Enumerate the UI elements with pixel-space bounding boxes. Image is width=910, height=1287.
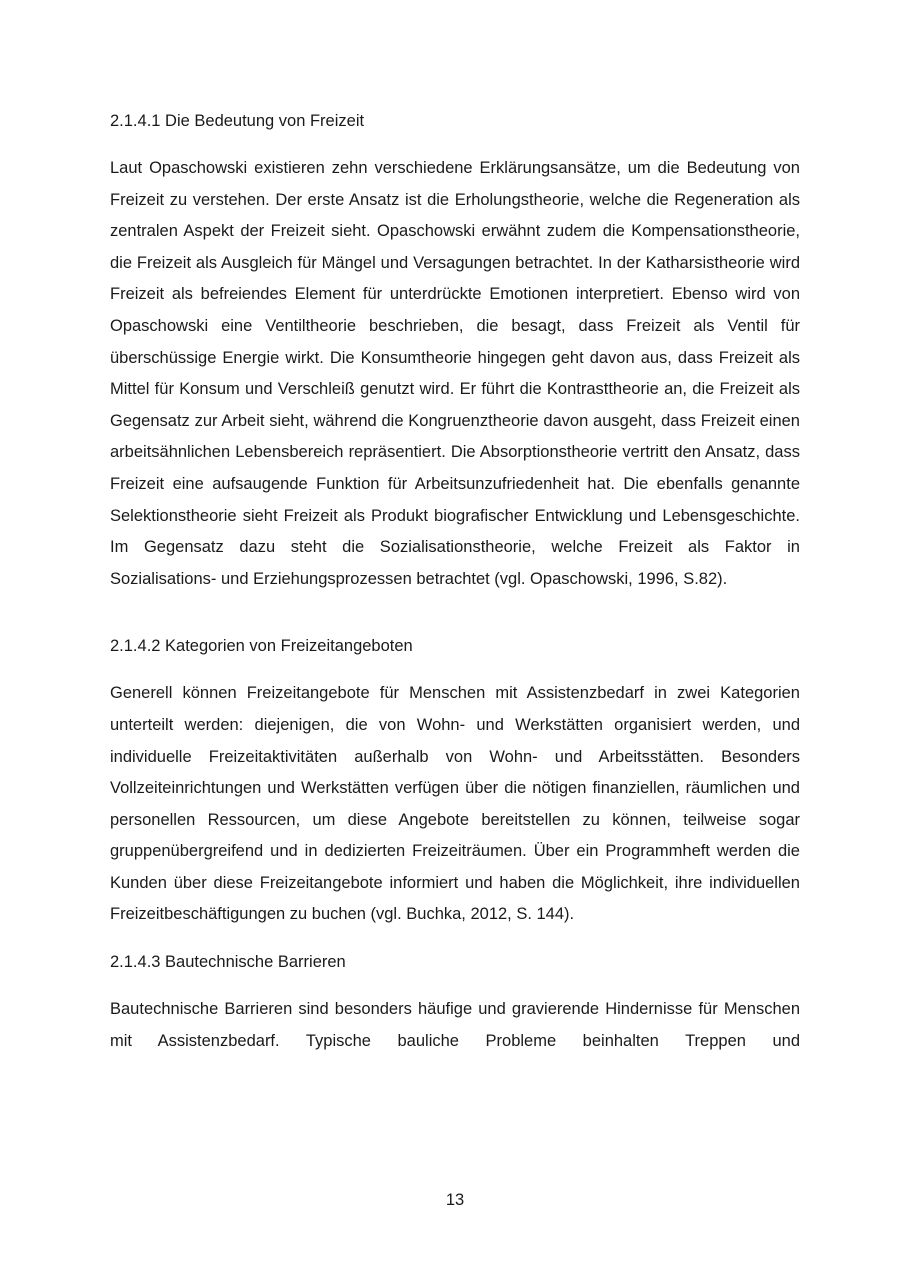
- section-heading-kategorien-von-freizeitangeboten: 2.1.4.2 Kategorien von Freizeitangeboten: [110, 637, 413, 656]
- page-content: [110, 108, 800, 1057]
- paragraph-bautechnische-barrieren: Bautechnische Barrieren sind besonders häufige und gravierende Hindernisse für Menschen mit Assistenzbedarf. Typische bauliche Probleme beinhalten Treppen und: [110, 1000, 800, 1050]
- page-number: 13: [445, 1191, 465, 1209]
- section-heading-bautechnische-barrieren: 2.1.4.3 Bautechnische Barrieren: [110, 953, 346, 972]
- paragraph-kategorien-von-freizeitangeboten: Generell können Freizeitangebote für Menschen mit Assistenzbedarf in zwei Kategorien unterteilt werden: diejenigen, die von Wohn- und Werkstätten organisiert werden, und individuelle Freizeitaktivitäten außerhalb von Wohn- und Arbeitsstätten. Besonders Vollzeiteinrichtungen und Werkstätten verfügen über die nötigen finanziellen, räumlichen und personellen Ressourcen, um diese Angebote bereitstellen zu können, teilweise sogar gruppenübergreifend und in dedizierten Freizeiträumen. Über ein Programmheft werden die Kunden über diese Freizeitangebote informiert und haben die Möglichkeit, ihre individuellen Freizeitbeschäftigungen zu buchen (vgl. Buchka, 2012, S. 144).: [110, 684, 800, 924]
- section-heading-bedeutung-von-freizeit: 2.1.4.1 Die Bedeutung von Freizeit: [110, 112, 365, 130]
- paragraph-bedeutung-von-freizeit: Laut Opaschowski existieren zehn verschiedene Erklärungsansätze, um die Bedeutung von Freizeit zu verstehen. Der erste Ansatz ist die Erholungstheorie, welche die Regeneration als zentralen Aspekt der Freizeit sieht. Opaschowski erwähnt zudem die Kompensationstheorie, die Freizeit als Ausgleich für Mängel und Versagungen betrachtet. In der Katharsistheorie wird Freizeit als befreiendes Element für unterdrückte Emotionen interpretiert. Ebenso wird von Opaschowski eine Ventiltheorie beschrieben, die besagt, dass Freizeit als Ventil für überschüssige Energie wirkt. Die Konsumtheorie hingegen geht davon aus, dass Freizeit als Mittel für Konsum und Verschleiß genutzt wird. Er führt die Kontrasttheorie an, die Freizeit als Gegensatz zur Arbeit sieht, während die Kongruenztheorie davon ausgeht, dass Freizeit einen arbeitsähnlichen Lebensbereich repräsentiert. Die Absorptionstheorie vertritt den Ansatz, dass Freizeit eine aufsaugende Funktion für Arbeitsunzufriedenheit hat. Die ebenfalls genannte Selektionstheorie sieht Freizeit als Produkt biografischer Entwicklung und Lebensgeschichte. Im Gegensatz dazu steht die Sozialisationstheorie, welche Freizeit als Faktor in Sozialisations- und Erziehungsprozessen betrachtet (vgl. Opaschowski, 1996, S.82).: [110, 159, 800, 588]
